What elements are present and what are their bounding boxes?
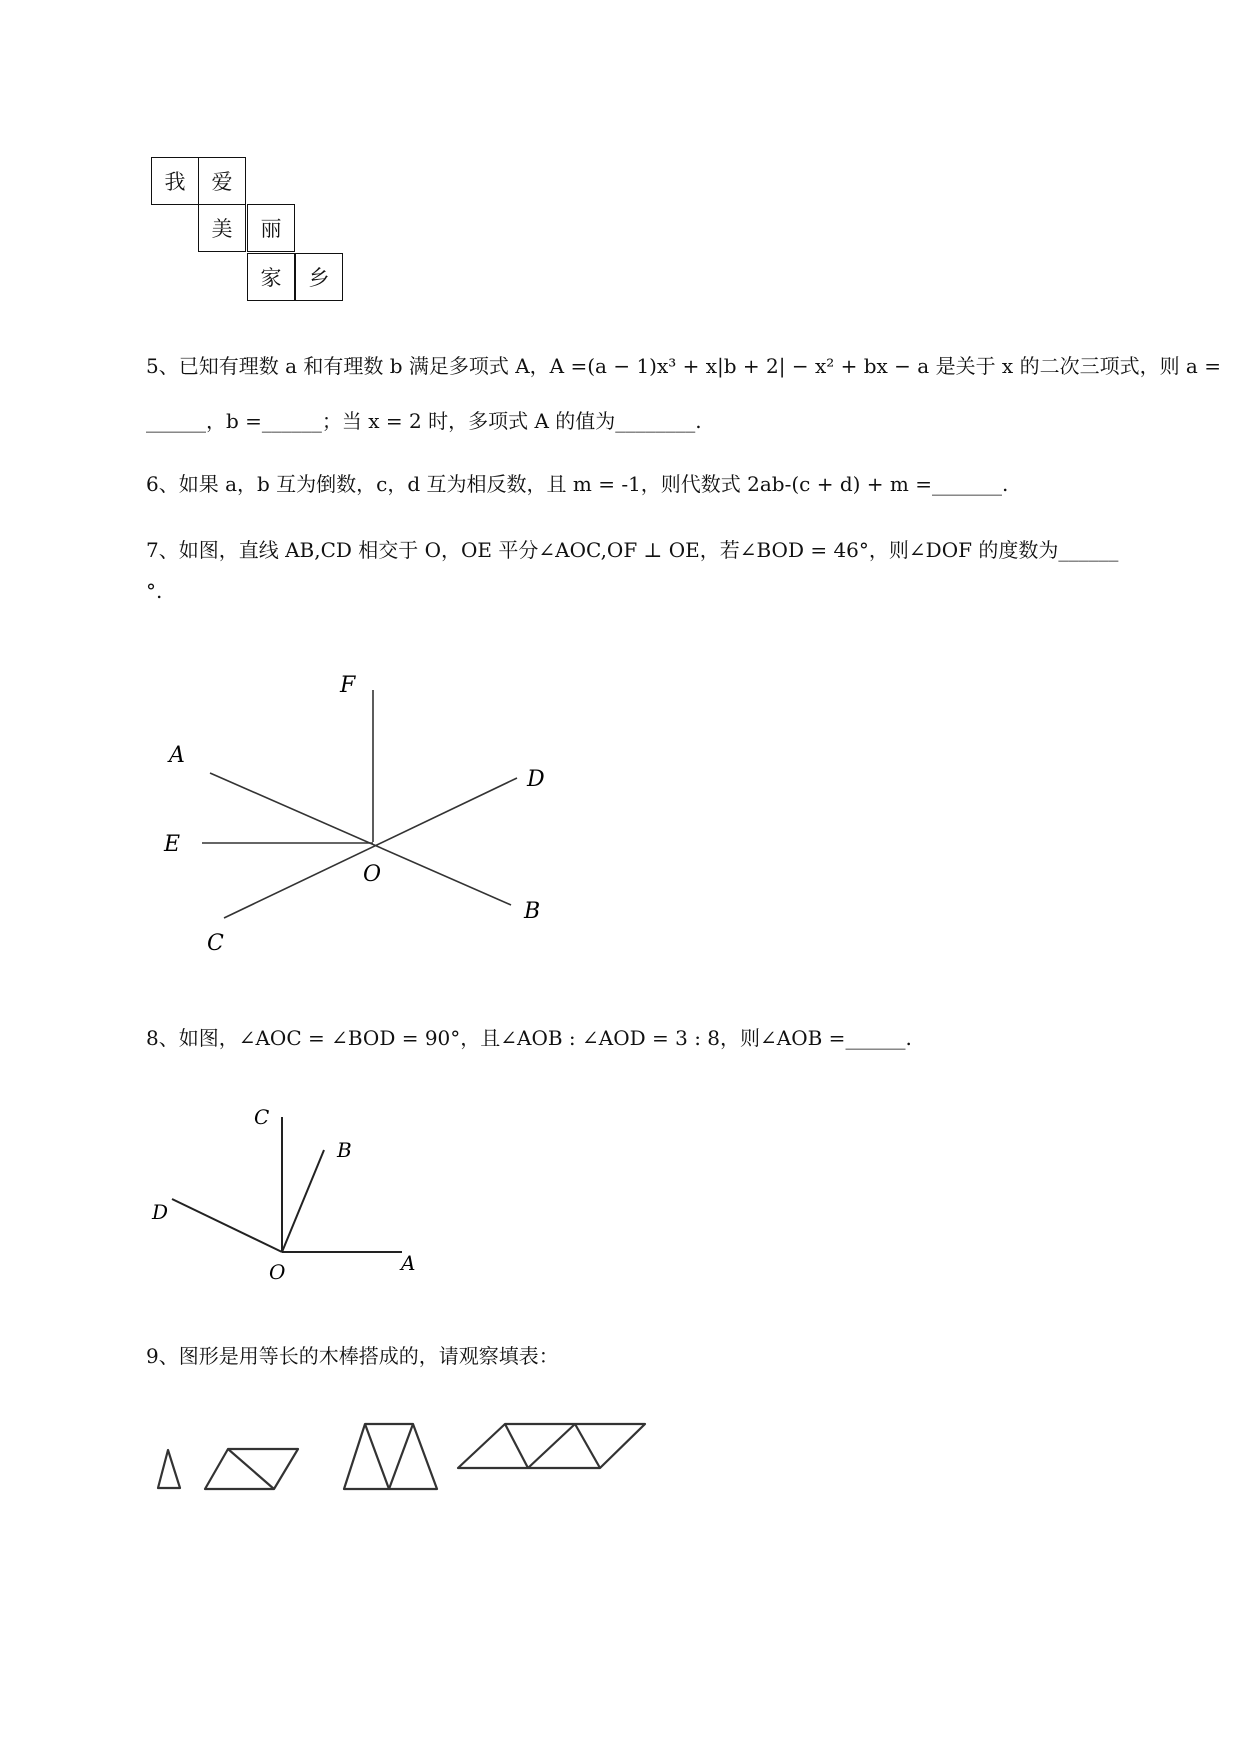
label-e: E [164,832,181,857]
question-6: 6、如果 a，b 互为倒数，c，d 互为相反数，且 m = -1，则代数式 2ab-(c + d) + m =_______. [146,472,1009,496]
label-o8: O [269,1260,286,1284]
net-cell: 我 [151,157,199,205]
question-7-line-1: 7、如图，直线 AB,CD 相交于 O，OE 平分∠AOC,OF ⊥ OE，若∠BOD = 46°，则∠DOF 的度数为______ [146,538,1119,562]
label-c: C [207,931,224,956]
label-b8: B [337,1138,352,1162]
label-f: F [340,673,356,698]
label-a: A [169,743,185,768]
question-9: 9、图形是用等长的木棒搭成的，请观察填表： [146,1344,559,1368]
net-cell: 家 [247,253,295,301]
question-5-line-1: 5、已知有理数 a 和有理数 b 满足多项式 A，A =(a − 1)x³ + x|b + 2| − x² + bx − a 是关于 x 的二次三项式，则 a = [146,354,1221,378]
label-a8: A [401,1251,416,1275]
question-8: 8、如图，∠AOC = ∠BOD = 90°，且∠AOB : ∠AOD = 3 : 8，则∠AOB =______. [146,1026,912,1050]
pattern-3 [344,1424,437,1489]
label-c8: C [254,1105,270,1129]
label-b: B [524,899,541,924]
net-cell: 乡 [295,253,343,301]
net-cell: 丽 [247,204,295,252]
net-cell: 美 [198,204,246,252]
pattern-2 [205,1449,298,1489]
pattern-4 [458,1424,645,1468]
label-d8: D [152,1200,169,1224]
net-cell: 爱 [198,157,246,205]
question-5-line-2: ______，b =______；当 x = 2 时，多项式 A 的值为________. [146,409,702,433]
label-d: D [527,767,545,792]
label-o: O [363,862,382,887]
question-7-line-2: °. [146,579,163,603]
pattern-1 [158,1450,180,1488]
